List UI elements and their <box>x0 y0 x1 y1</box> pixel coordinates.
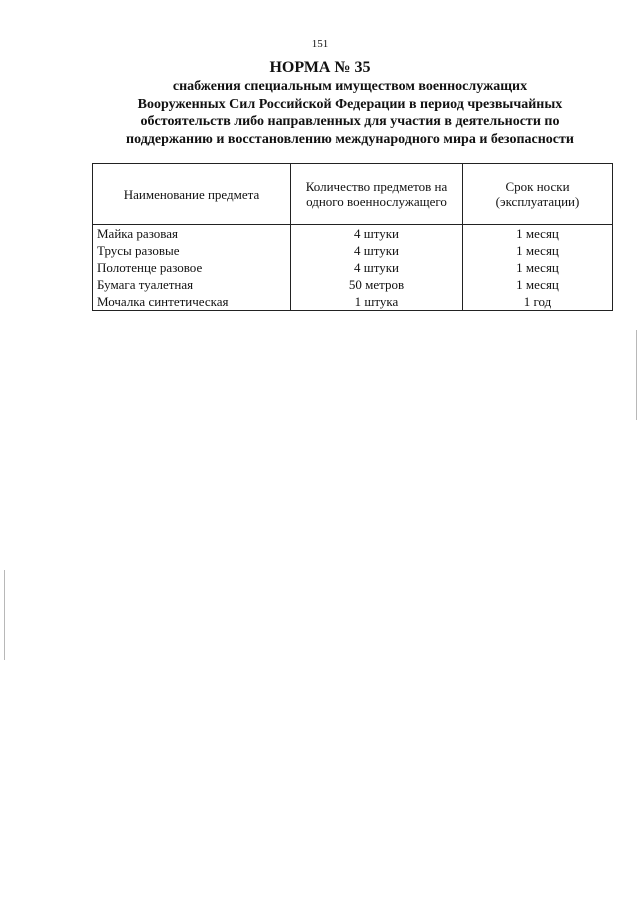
item-name: Майка разовая <box>93 225 291 243</box>
header-item-name: Наименование предмета <box>93 164 291 225</box>
item-quantity: 1 штука <box>291 293 463 311</box>
item-name: Мочалка синтетическая <box>93 293 291 311</box>
subtitle-line: снабжения специальным имуществом военнослужащих <box>172 79 528 94</box>
table-row <box>93 276 613 293</box>
item-term: 1 месяц <box>463 276 613 293</box>
document-title: НОРМА № 35 <box>269 59 371 76</box>
item-quantity: 50 метров <box>291 276 463 293</box>
table-row <box>93 293 613 311</box>
item-name: Полотенце разовое <box>93 259 291 276</box>
scan-edge-mark <box>636 330 637 420</box>
document-subtitle <box>60 78 640 148</box>
item-term: 1 месяц <box>463 242 613 259</box>
item-name: Трусы разовые <box>93 242 291 259</box>
norm-table <box>92 163 613 311</box>
header-term: Срок носки (эксплуатации) <box>463 164 613 225</box>
item-term: 1 год <box>463 293 613 311</box>
table-row <box>93 259 613 276</box>
item-term: 1 месяц <box>463 225 613 243</box>
subtitle-line: обстоятельств либо направленных для участия в деятельности по <box>140 114 560 129</box>
subtitle-line: поддержанию и восстановлению международного мира и безопасности <box>126 131 574 147</box>
scan-edge-mark <box>4 570 5 660</box>
page-number: 151 <box>311 38 329 50</box>
table-row <box>93 242 613 259</box>
header-quantity: Количество предметов на одного военнослужащего <box>291 164 463 225</box>
subtitle-line: Вооруженных Сил Российской Федерации в период чрезвычайных <box>137 96 563 112</box>
table-row <box>93 225 613 243</box>
item-name: Бумага туалетная <box>93 276 291 293</box>
item-quantity: 4 штуки <box>291 259 463 276</box>
item-term: 1 месяц <box>463 259 613 276</box>
item-quantity: 4 штуки <box>291 242 463 259</box>
table-header-row <box>93 164 613 225</box>
item-quantity: 4 штуки <box>291 225 463 243</box>
